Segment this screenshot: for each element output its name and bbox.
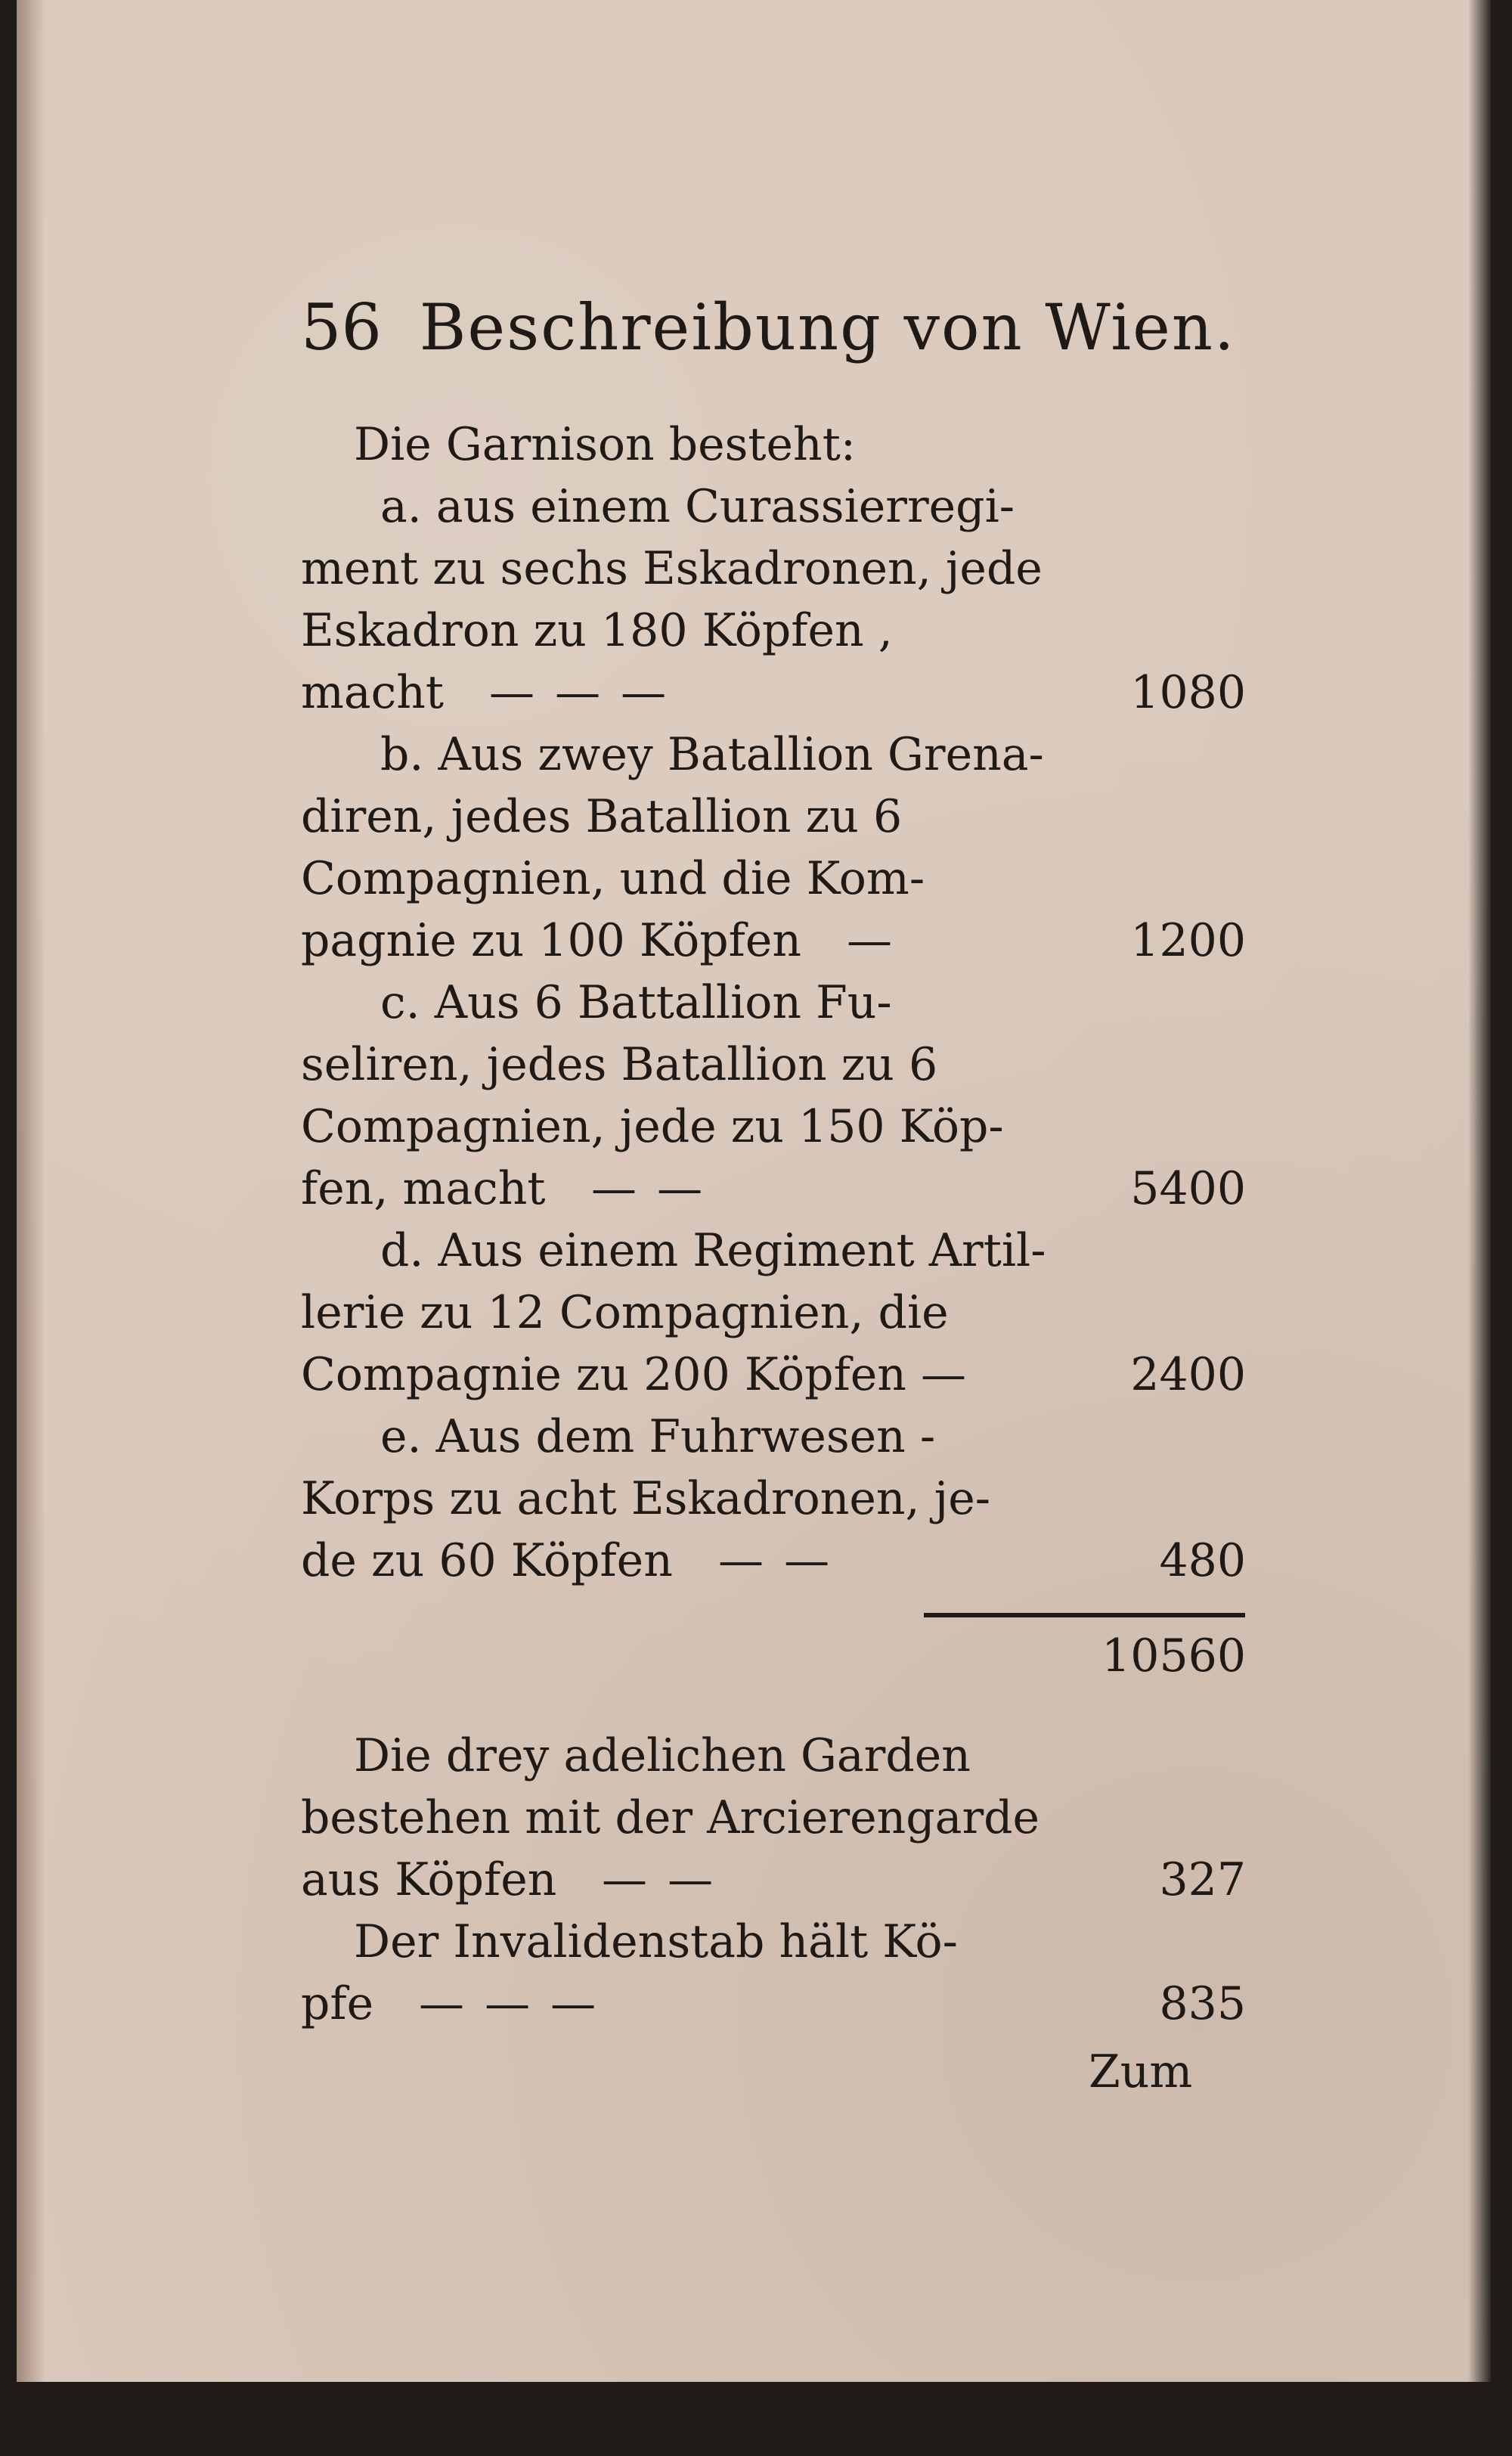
line-text: pagnie zu 100 Köpfen	[301, 914, 802, 967]
page-gutter-shadow	[17, 0, 45, 2382]
leader-dashes: — —	[718, 1534, 833, 1587]
leader-dashes: — — —	[419, 1977, 600, 2030]
leader-dashes: — —	[591, 1162, 706, 1215]
text-line	[301, 414, 1246, 475]
line-text: Die drey adelichen Garden	[354, 1729, 971, 1782]
line-text: seliren, jedes Batallion zu 6	[301, 1038, 938, 1091]
text-line	[301, 910, 1246, 971]
line-text: fen, macht	[301, 1162, 546, 1215]
leader-dashes: —	[847, 914, 895, 967]
line-text: bestehen mit der Arcierengarde	[301, 1791, 1040, 1844]
line-number: 1200	[1130, 914, 1246, 967]
garrison-total: 10560	[1101, 1630, 1246, 1682]
running-header	[301, 286, 1236, 369]
sum-rule	[924, 1613, 1245, 1617]
text-line	[301, 1220, 1246, 1281]
text-line	[301, 538, 1246, 599]
text-line	[301, 1158, 1246, 1219]
running-title: Beschreibung von Wien.	[419, 290, 1236, 364]
line-text: pfe	[301, 1977, 374, 2030]
line-number: 327	[1159, 1853, 1246, 1906]
text-line	[301, 662, 1246, 723]
text-line	[301, 1726, 1246, 1786]
text-line	[301, 1034, 1246, 1095]
line-text: e. Aus dem Fuhrwesen -	[380, 1410, 936, 1463]
text-line	[301, 724, 1246, 785]
line-number: 5400	[1130, 1162, 1246, 1215]
text-line	[301, 848, 1246, 909]
text-line	[301, 1530, 1246, 1591]
text-line	[301, 1788, 1246, 1848]
line-text: ment zu sechs Eskadronen, jede	[301, 542, 1043, 595]
text-line	[301, 1344, 1246, 1405]
text-line	[301, 1974, 1246, 2034]
page-number: 56	[301, 290, 382, 364]
page-edge	[1468, 0, 1491, 2382]
leader-dashes: — — —	[489, 666, 670, 719]
line-text: Compagnie zu 200 Köpfen —	[301, 1348, 967, 1401]
catchword: Zum	[1089, 2045, 1193, 2098]
line-text: Der Invalidenstab hält Kö-	[354, 1915, 958, 1968]
text-line	[301, 476, 1246, 537]
line-text: Compagnien, und die Kom-	[301, 852, 925, 905]
line-text: c. Aus 6 Battallion Fu-	[380, 976, 892, 1029]
text-line	[301, 786, 1246, 847]
text-line	[301, 1096, 1246, 1157]
line-text: a. aus einem Curassierregi-	[380, 480, 1015, 533]
line-number: 1080	[1130, 666, 1246, 719]
text-line	[301, 1912, 1246, 1972]
line-text: macht	[301, 666, 445, 719]
leader-dashes: — —	[602, 1853, 717, 1906]
line-text: b. Aus zwey Batallion Grena-	[380, 728, 1044, 781]
text-line	[301, 1406, 1246, 1467]
line-text: Eskadron zu 180 Köpfen ,	[301, 604, 893, 657]
line-number: 480	[1159, 1534, 1246, 1587]
line-text: aus Köpfen	[301, 1853, 557, 1906]
text-line	[301, 1468, 1246, 1529]
line-text: lerie zu 12 Compagnien, die	[301, 1286, 949, 1339]
text-line	[301, 600, 1246, 661]
text-line	[301, 972, 1246, 1033]
text-line	[301, 1850, 1246, 1910]
line-number: 835	[1159, 1977, 1246, 2030]
line-text: Compagnien, jede zu 150 Köp-	[301, 1100, 1004, 1153]
line-number: 2400	[1130, 1348, 1246, 1401]
line-text: de zu 60 Köpfen	[301, 1534, 673, 1587]
text-line	[301, 1282, 1246, 1343]
line-text: diren, jedes Batallion zu 6	[301, 790, 903, 843]
line-text: Die Garnison besteht:	[354, 418, 857, 471]
line-text: Korps zu acht Eskadronen, je-	[301, 1472, 991, 1525]
line-text: d. Aus einem Regiment Artil-	[380, 1224, 1046, 1277]
